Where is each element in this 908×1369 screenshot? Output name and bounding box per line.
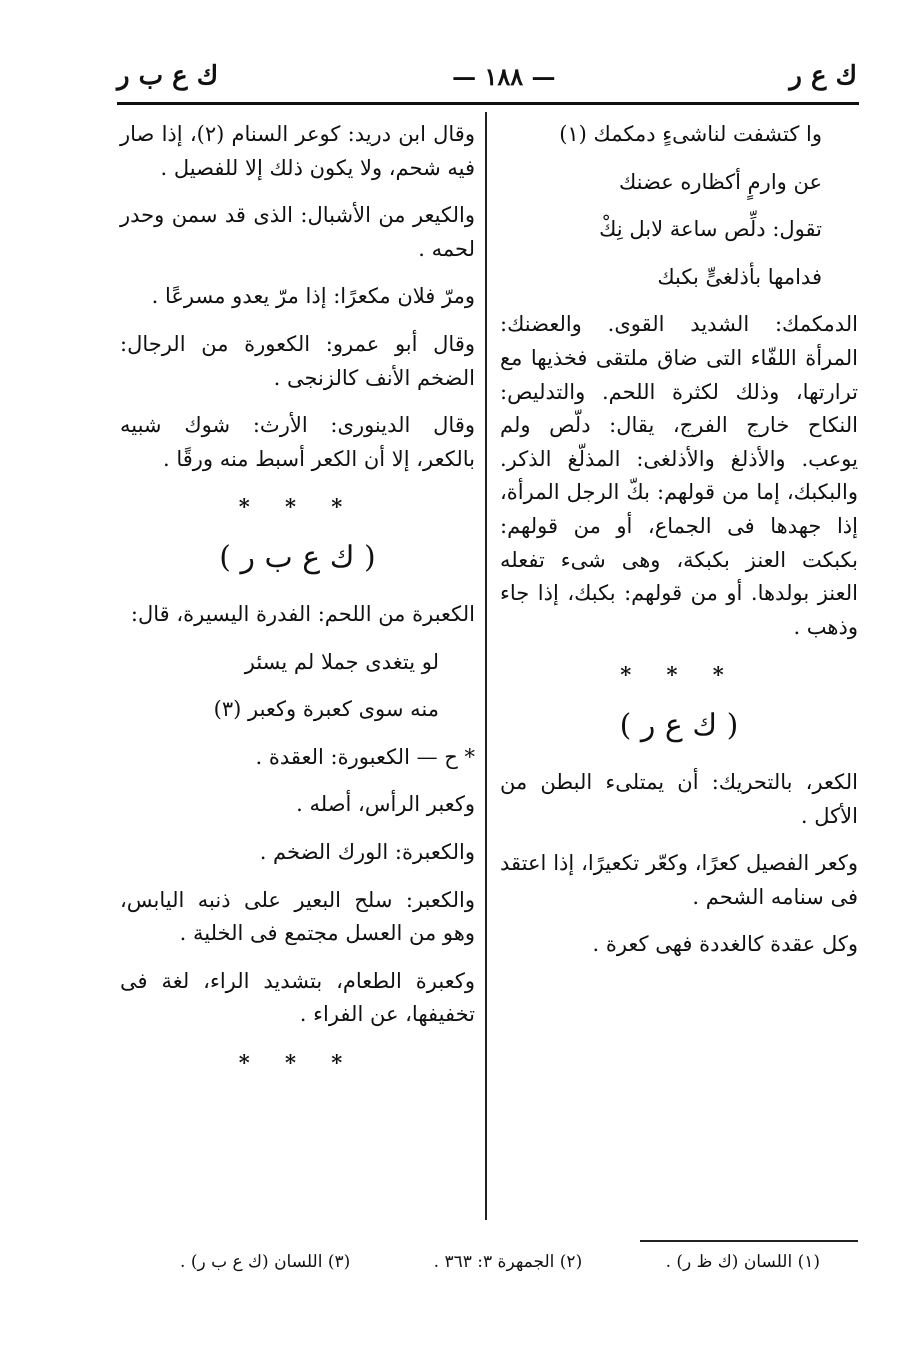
header-rule [117, 102, 859, 105]
verse-line: لو يتغدى جملا لم يسئر [244, 649, 439, 674]
footnote: (١) اللسان (ك ظ ر) . [665, 1252, 820, 1272]
verse-line: تقول: دلِّص ساعة لابل نِكْ [599, 217, 822, 242]
entry-paragraph: وقال الدينورى: الأرث: شوك شبيه بالكعر، إلا أن الكعر أسبط منه ورقًا . [120, 413, 475, 471]
entry-paragraph: وكل عقدة كالغددة فهى كعرة . [592, 932, 858, 957]
entry-paragraph: وقال أبو عمرو: الكعورة من الرجال: الضخم الأنف كالزنجى . [120, 331, 475, 390]
entry-paragraph: الكعبرة من اللحم: الفدرة اليسيرة، قال: [130, 601, 475, 626]
section-title: ( ك ع ر ) [619, 707, 739, 743]
running-head-left: ك ع ب ر [117, 61, 219, 91]
footnote: (٢) الجمهرة ٣: ٣٦٣ . [433, 1252, 583, 1272]
entry-paragraph: * ح — الكعبورة: العقدة . [255, 744, 475, 769]
footnote: (٣) اللسان (ك ع ب ر) . [180, 1252, 351, 1272]
page-number: — ١٨٨ — [452, 61, 556, 91]
section-separator: * * * [238, 1049, 357, 1075]
section-separator: * * * [620, 662, 738, 688]
running-head-right: ك ع ر [789, 61, 857, 91]
verse-line: وا كتشفت لناشىءٍ دمكمك (١) [559, 122, 822, 146]
section-title: ( ك ع ب ر ) [219, 539, 376, 575]
page-header [117, 56, 857, 96]
verse-line: فدامها بأذلغىٍّ بكبك [657, 264, 822, 289]
entry-paragraph: وكعر الفصيل كعرًا، وكعّر تكعيرًا، إذا اعتقد فى سنامه الشحم . [500, 851, 858, 909]
verse-line: منه سوى كعبرة وكعبر (٣) [213, 697, 439, 722]
entry-paragraph: وكعبرة الطعام، بتشديد الراء، لغة فى تخفيفها، عن الفراء . [120, 968, 475, 1027]
right-column [500, 118, 858, 976]
left-column [120, 118, 475, 1087]
entry-paragraph: والكعبرة: الورك الضخم . [259, 839, 475, 864]
footnotes [180, 1252, 820, 1272]
column-divider [485, 112, 487, 1220]
entry-paragraph: وقال ابن دريد: كوعر السنام (٢)، إذا صار فيه شحم، ولا يكون ذلك إلا للفصيل . [120, 122, 475, 180]
entry-paragraph: والكعبر: سلح البعير على ذنبه اليابس، وهو من العسل مجتمع فى الخلية . [120, 887, 475, 946]
entry-paragraph: وكعبر الرأس، أصله . [296, 792, 475, 817]
footnote-rule [640, 1240, 858, 1242]
entry-paragraph: ومرّ فلان مكعرًا: إذا مرّ يعدو مسرعًا . [151, 284, 475, 309]
section-separator: * * * [238, 494, 357, 520]
entry-paragraph: والكيعر من الأشبال: الذى قد سمن وحدر لحمه . [120, 203, 475, 261]
verse-line: عن وارمٍ أكظاره عضنك [618, 169, 822, 194]
entry-paragraph: الدمكمك: الشديد القوى. والعضنك: المرأة اللفّاء التى ضاق ملتقى فخذيها مع ترارتها، وذلك لكثرة اللحم. والتدليص: النكاح خارج الفرج، يقال: دلّص ولم يوعب. والأذلغ والأذلغى: المذلّغ الذكر. والبكبك، إما من قولهم: بكّ الرجل المرأة، إذا جهدها فى الجماع، أو من قولهم: بكبكت العنز بكبكة، وهى شىء تفعله العنز بولدها. أو من قولهم: بكبك، إذا جاء وذهب . [500, 312, 858, 639]
entry-paragraph: الكعر، بالتحريك: أن يمتلىء البطن من الأكل . [500, 769, 858, 828]
